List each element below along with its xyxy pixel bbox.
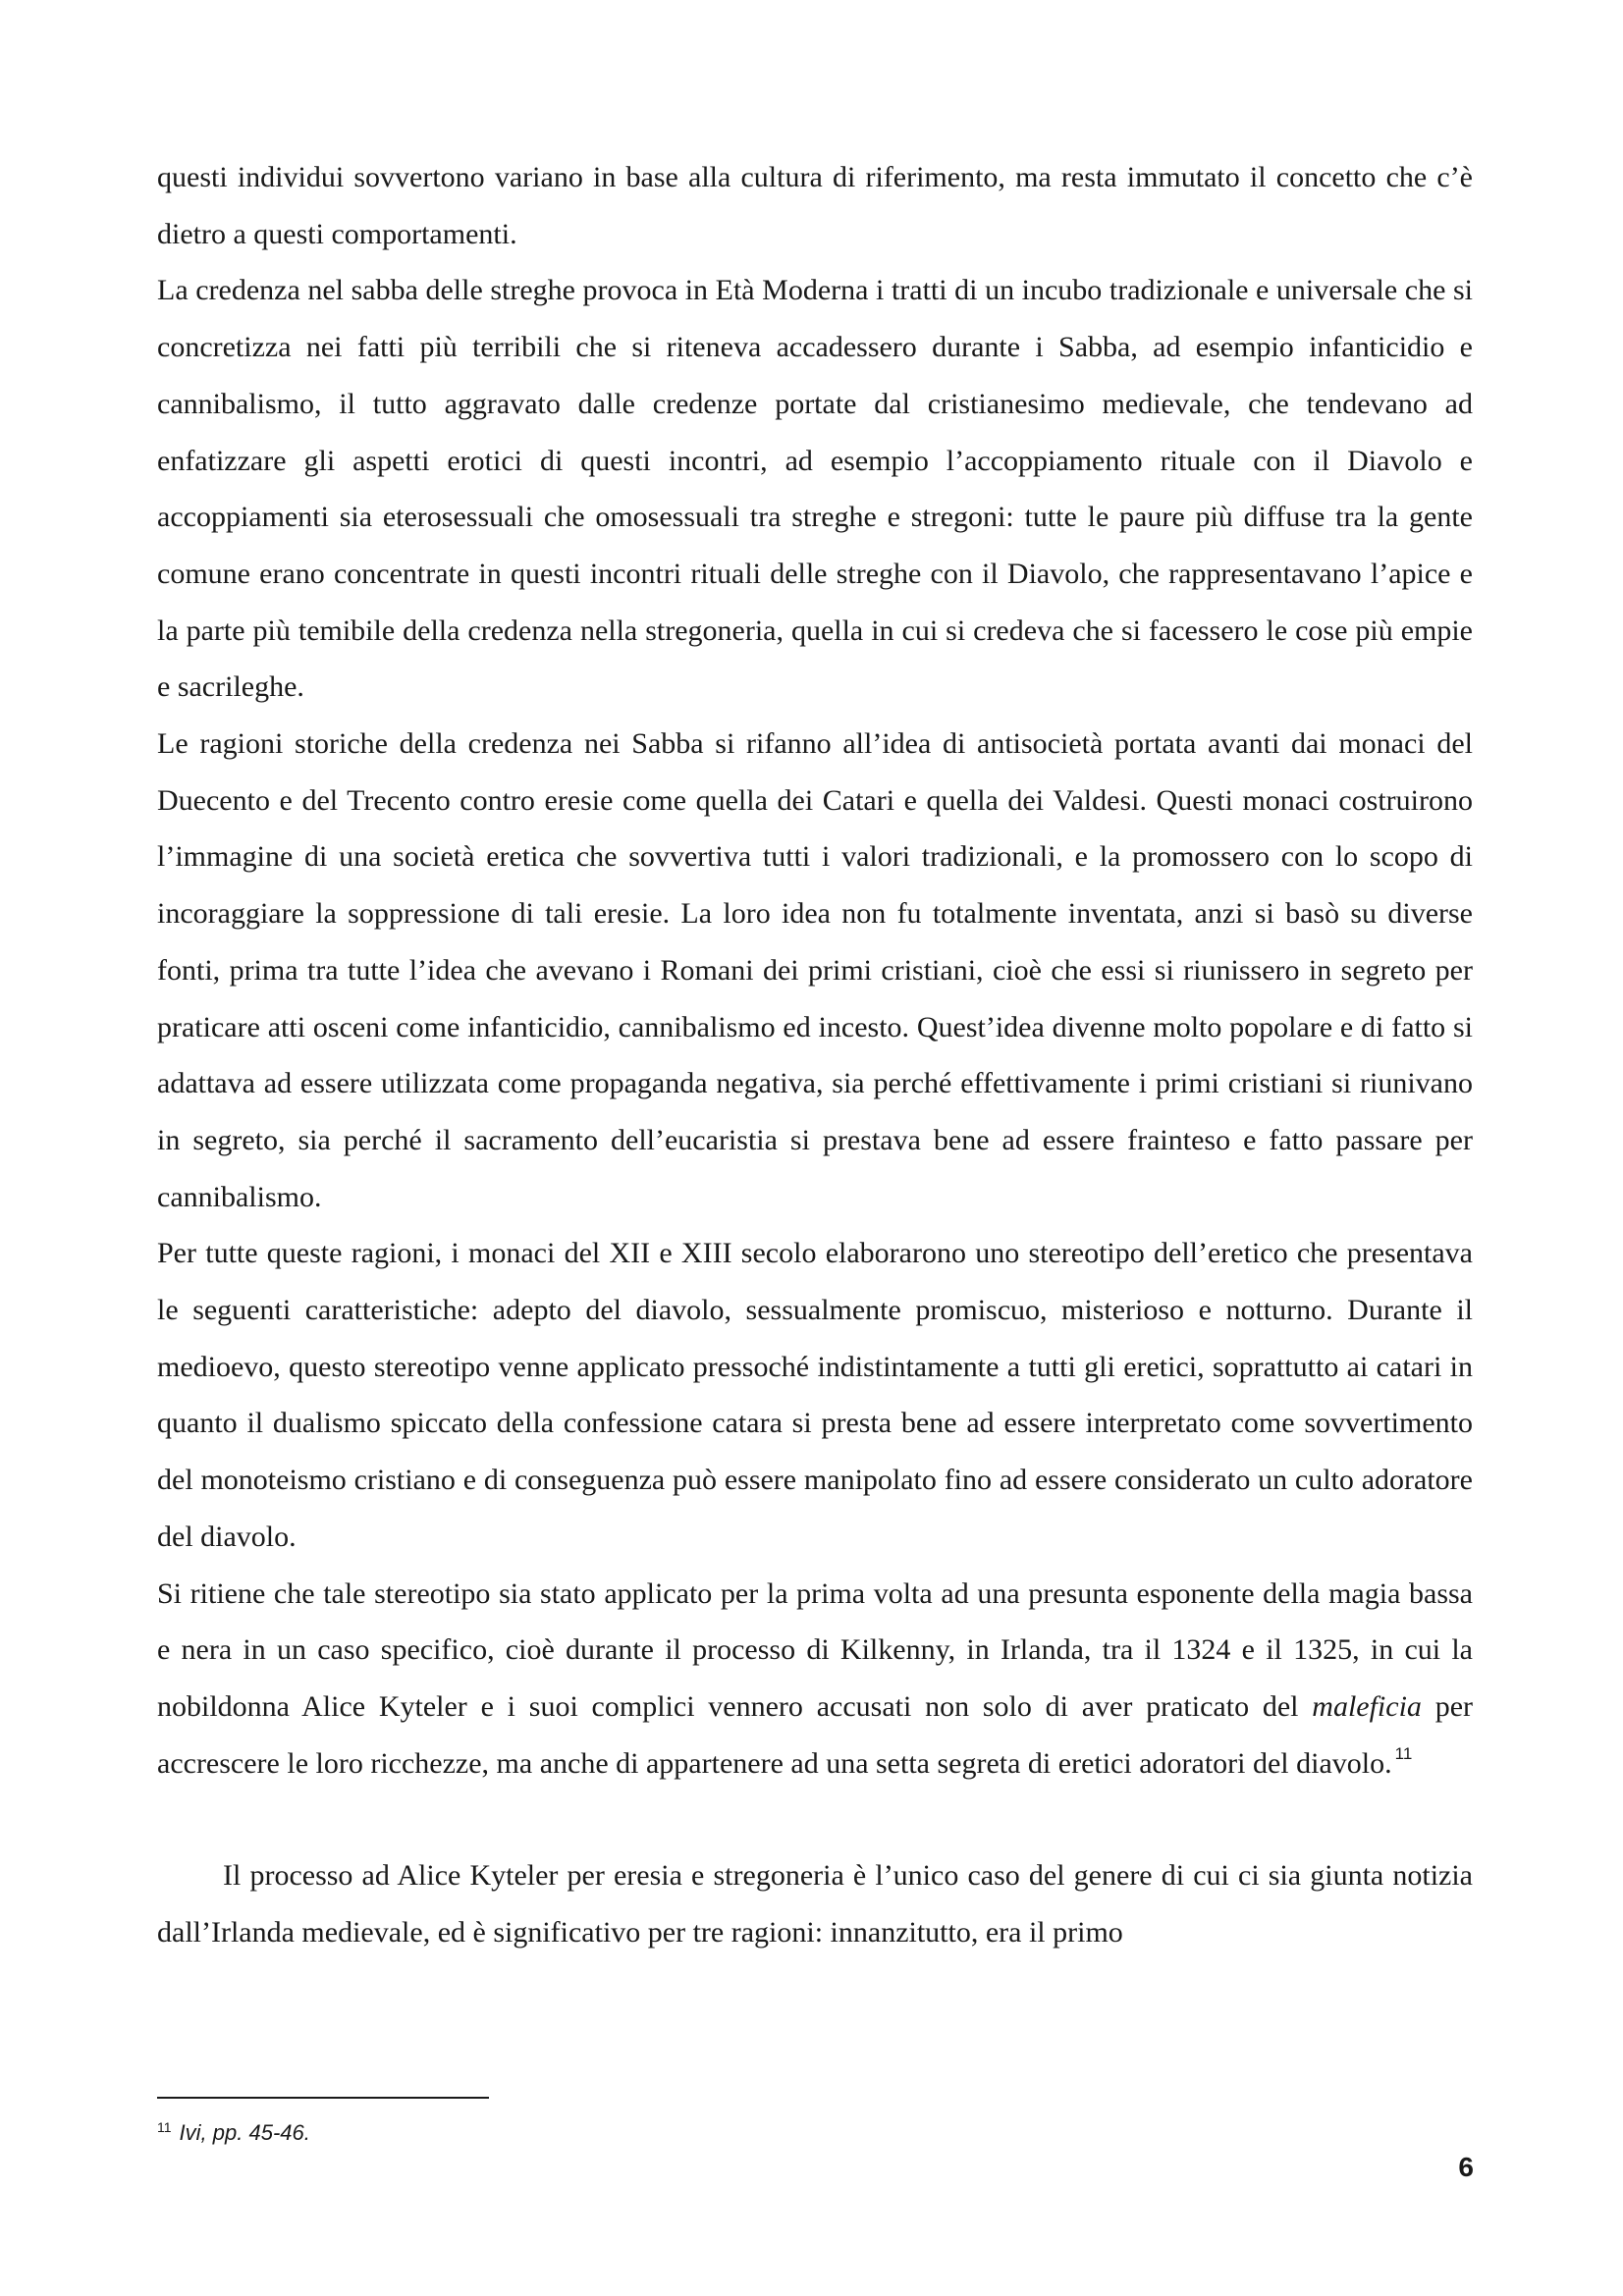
paragraph-kilkenny-trial <box>157 1566 1473 1792</box>
paragraph-spacer <box>157 1791 1473 1847</box>
kilkenny-italic-term: maleficia <box>1312 1689 1422 1723</box>
page-body <box>157 149 1473 1961</box>
footnote-number: 11 <box>157 2119 172 2135</box>
paragraph-intro-continuation: questi individui sovvertono variano in base alla cultura di riferimento, ma resta immutato il concetto che c’è dietro a questi comportamenti. <box>157 161 1473 250</box>
paragraph-historical-reasons: Le ragioni storiche della credenza nei Sabba si rifanno all’idea di antisocietà portata avanti dai monaci del Duecento e del Trecento contro eresie come quella dei Catari e quella dei Valdesi. Questi monaci costruirono l’immagine di una società eretica che sovvertiva tutti i valori tradizionali, e la promossero con lo scopo di incoraggiare la soppressione di tali eresie. La loro idea non fu totalmente inventata, anzi si basò su diverse fonti, prima tra tutte l’idea che avevano i Romani dei primi cristiani, cioè che essi si riunissero in segreto per praticare atti osceni come infanticidio, cannibalismo ed incesto. Quest’idea divenne molto popolare e di fatto si adattava ad essere utilizzata come propaganda negativa, sia perché effettivamente i primi cristiani si riunivano in segreto, sia perché il sacramento dell’eucaristia si prestava bene ad essere frainteso e fatto passare per cannibalismo. <box>157 727 1473 1213</box>
footnote <box>157 2112 310 2148</box>
paragraph-kyteler-trial: Il processo ad Alice Kyteler per eresia e stregoneria è l’unico caso del genere di cui ci sia giunta notizia dall’Irlanda medievale, ed è significativo per tre ragioni: innanzitutto, era il primo <box>157 1859 1473 1949</box>
paragraph-sabba-belief: La credenza nel sabba delle streghe provoca in Età Moderna i tratti di un incubo tradizionale e universale che si concretizza nei fatti più terribili che si riteneva accadessero durante i Sabba, ad esempio infanticidio e cannibalismo, il tutto aggravato dalle credenze portate dal cristianesimo medievale, che tendevano ad enfatizzare gli aspetti erotici di questi incontri, ad esempio l’accoppiamento rituale con il Diavolo e accoppiamenti sia eterosessuali che omosessuali tra streghe e stregoni: tutte le paure più diffuse tra la gente comune erano concentrate in questi incontri rituali delle streghe con il Diavolo, che rappresentavano l’apice e la parte più temibile della credenza nella stregoneria, quella in cui si credeva che si facessero le cose più empie e sacrileghe. <box>157 274 1473 704</box>
footnote-separator <box>157 2097 489 2099</box>
page-number: 6 <box>1458 2152 1474 2182</box>
footnote-text: Ivi, pp. 45-46. <box>179 2120 310 2145</box>
kilkenny-text-before: Si ritiene che tale stereotipo sia stato applicato per la prima volta ad una presunta esponente della magia bassa e nera in un caso specifico, cioè durante il processo di Kilkenny, in Irlanda, tra il 1324 e il 1325, in cui la nobildonna Alice Kyteler e i suoi complici vennero accusati non solo di aver praticato del <box>157 1576 1473 1723</box>
footnote-reference[interactable]: 11 <box>1394 1743 1413 1763</box>
paragraph-heretic-stereotype: Per tutte queste ragioni, i monaci del XII e XIII secolo elaborarono uno stereotipo dell’eretico che presentava le seguenti caratteristiche: adepto del diavolo, sessualmente promiscuo, misterioso e notturno. Durante il medioevo, questo stereotipo venne applicato pressoché indistintamente a tutti gli eretici, soprattutto ai catari in quanto il dualismo spiccato della confessione catara si presta bene ad essere interpretato come sovvertimento del monoteismo cristiano e di conseguenza può essere manipolato fino ad essere considerato un culto adoratore del diavolo. <box>157 1237 1473 1553</box>
kilkenny-text-after: per accrescere le loro ricchezze, ma anche di appartenere ad una setta segreta di eretici adoratori del diavolo. <box>157 1689 1474 1780</box>
